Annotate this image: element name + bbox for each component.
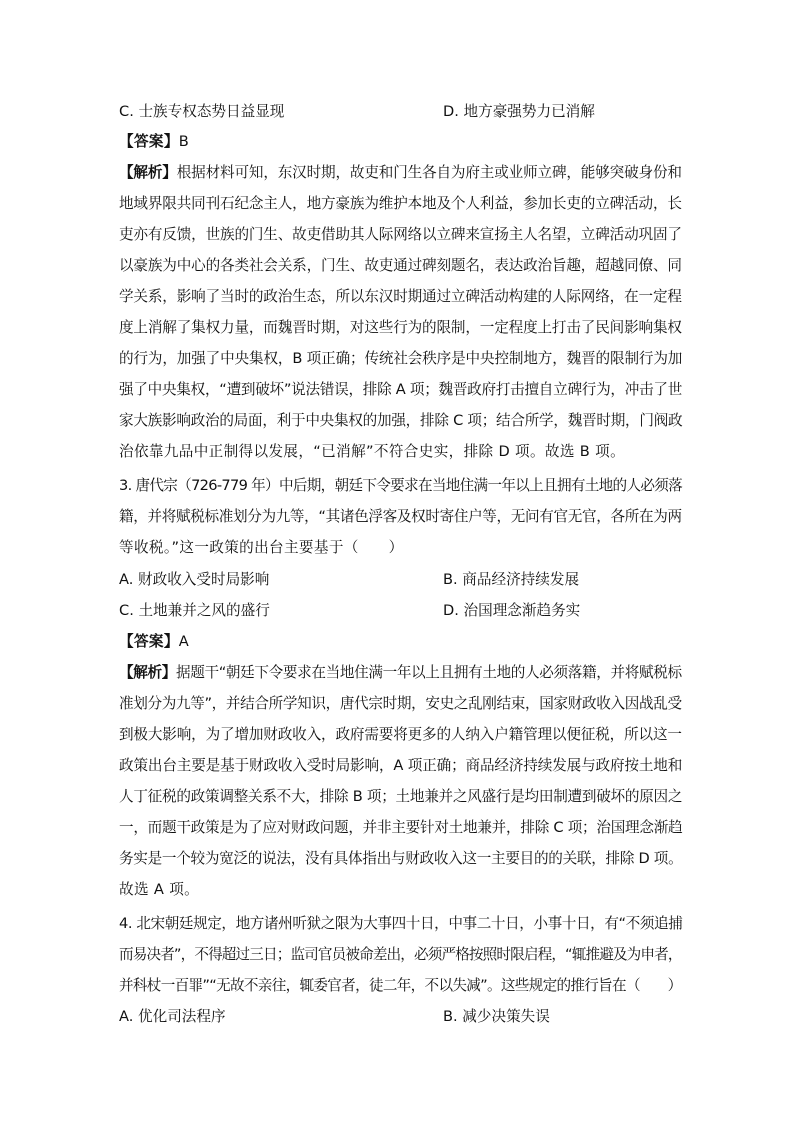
answer-value: A — [178, 633, 190, 650]
q3-answer — [119, 632, 189, 652]
q2-analysis-line: 度上消解了集权力量，而魏晋时期，对这些行为的限制，一定程度上打击了民间影响集权 — [119, 319, 682, 336]
q2-answer — [119, 132, 189, 152]
q4-option-b: B. 减少决策失误 — [443, 1008, 550, 1025]
q3-analysis-line — [119, 663, 682, 683]
q2-analysis-line: 治依靠九品中正制得以发展，“已消解”不符合史实，排除 D 项。故选 B 项。 — [119, 443, 626, 460]
q3-option-c: C. 土地兼并之风的盛行 — [119, 602, 270, 619]
q2-analysis-line — [119, 163, 682, 183]
q3-option-a: A. 财政收入受时局影响 — [119, 571, 270, 588]
q3-analysis-line: 人丁征税的政策调整关系不大，排除 B 项；土地兼并之风盛行是均田制遭到破坏的原因之 — [119, 788, 683, 805]
q2-option-d: D. 地方豪强势力已消解 — [443, 103, 595, 120]
q2-option-c: C. 士族专权态势日益显现 — [119, 103, 285, 120]
q2-analysis-line: 的行为，加强了中央集权，B 项正确；传统社会秩序是中央控制地方，魏晋的限制行为加 — [119, 350, 683, 367]
q3-analysis-line: 政策出台主要是基于财政收入受时局影响，A 项正确；商品经济持续发展与政府按土地和 — [119, 757, 683, 774]
q3-stem-line: 籍，并将赋税标准划分为九等，“其诸色浮客及权时寄住户等，无问有官无官，各所在为两 — [119, 508, 682, 525]
q3-analysis-line: 故选 A 项。 — [119, 881, 200, 898]
q3-analysis-line: 到极大影响，为了增加财政收入，政府需要将更多的人纳入户籍管理以便征税，所以这一 — [119, 726, 682, 743]
q2-analysis-line: 以豪族为中心的各类社会关系，门生、故吏通过碑刻题名，表达政治旨趣，超越同僚、同 — [119, 257, 682, 274]
q2-analysis-line: 家大族影响政治的局面，利于中央集权的加强，排除 C 项；结合所学，魏晋时期，门阀政 — [119, 412, 683, 429]
q4-option-a: A. 优化司法程序 — [119, 1008, 226, 1025]
q3-stem-line: 3. 唐代宗（726-779 年）中后期，朝廷下令要求在当地住满一年以上且拥有土地的人必须落 — [119, 477, 683, 494]
q4-stem-line: 并科杖一百罪”“无故不亲往，辄委官者，徒二年，不以失减”。这些规定的推行旨在（ ） — [119, 977, 682, 994]
q3-option-b: B. 商品经济持续发展 — [443, 571, 580, 588]
answer-value: B — [178, 133, 190, 150]
answer-tag: 【答案】 — [119, 633, 179, 650]
q3-stem-line: 等收税。”这一政策的出台主要基于（ ） — [119, 539, 404, 556]
q3-option-d: D. 治国理念渐趋务实 — [443, 602, 581, 619]
analysis-text: 根据材料可知，东汉时期，故吏和门生各自为府主或业师立碑，能够突破身份和 — [176, 164, 682, 181]
analysis-tag: 【解析】 — [119, 664, 176, 681]
q3-analysis-line: 一，而题干政策是为了应对财政问题，并非主要针对土地兼并，排除 C 项；治国理念渐趋 — [119, 819, 683, 836]
q4-stem-line: 4. 北宋朝廷规定，地方诸州听狱之限为大事四十日，中事二十日，小事十日，有“不须追捕 — [119, 915, 683, 932]
q2-analysis-line: 强了中央集权，“遭到破坏”说法错误，排除 A 项；魏晋政府打击擅自立碑行为，冲击了世 — [119, 381, 683, 398]
q4-stem-line: 而易决者”，不得超过三日；监司官员被命差出，必须严格按照时限启程，“辄推避及为申者， — [119, 946, 682, 963]
q2-analysis-line: 吏亦有反馈，世族的门生、故吏借助其人际网络以立碑来宣扬主人名望，立碑活动巩固了 — [119, 226, 682, 243]
analysis-tag: 【解析】 — [119, 164, 177, 181]
answer-tag: 【答案】 — [119, 133, 179, 150]
q3-analysis-line: 务实是一个较为宽泛的说法，没有具体指出与财政收入这一主要目的的关联，排除 D 项。 — [119, 850, 683, 867]
analysis-text: 据题干“朝廷下令要求在当地住满一年以上且拥有土地的人必须落籍，并将赋税标 — [175, 664, 682, 681]
q2-analysis-line: 学关系，影响了当时的政治生态，所以东汉时期通过立碑活动构建的人际网络，在一定程 — [119, 288, 682, 305]
q2-analysis-line: 地域界限共同刊石纪念主人，地方豪族为维护本地及个人利益，参加长吏的立碑活动，长 — [119, 195, 682, 212]
q3-analysis-line: 准划分为九等”，并结合所学知识，唐代宗时期，安史之乱刚结束，国家财政收入因战乱受 — [119, 695, 682, 712]
